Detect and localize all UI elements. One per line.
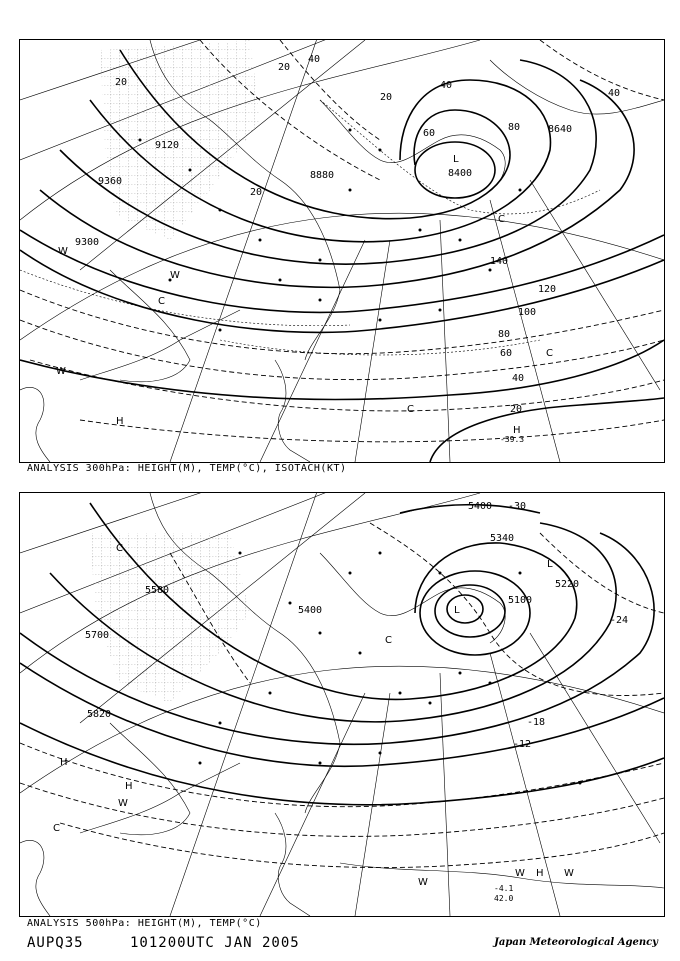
height-label: 5700: [85, 630, 110, 641]
station-value: -4.1: [494, 884, 514, 893]
low-center: L: [453, 154, 459, 165]
isotach-label: 40: [440, 80, 453, 91]
station-temperature: -39.3: [500, 435, 525, 444]
station-value: 42.0: [494, 894, 514, 903]
warm-center: W: [515, 868, 525, 879]
height-label: 5100: [508, 595, 533, 606]
isotach-label: 80: [508, 122, 521, 133]
warm-center: H: [116, 416, 124, 427]
warm-center: W: [58, 246, 68, 257]
isotach-label: 120: [538, 284, 557, 295]
valid-time: 101200UTC JAN 2005: [130, 935, 300, 951]
map-300hpa: [19, 39, 665, 463]
low-center: L: [454, 605, 460, 616]
caption-300hpa: ANALYSIS 300hPa: HEIGHT(M), TEMP(°C), ISOTACH(KT): [27, 463, 347, 474]
temperature-label: -18: [527, 717, 546, 728]
isotach-label: 20: [278, 62, 291, 73]
map-300hpa-drawing: [20, 40, 664, 462]
height-label: 5820: [87, 709, 112, 720]
high-center: H: [125, 781, 133, 792]
isotach-label: 60: [500, 348, 513, 359]
temperature-label: -30: [508, 501, 527, 512]
high-center: H: [60, 757, 68, 768]
isotach-label: 40: [512, 373, 525, 384]
high-center: H: [536, 868, 544, 879]
height-label: 9120: [155, 140, 180, 151]
cold-center: C: [498, 214, 505, 225]
low-center: L: [547, 559, 553, 570]
agency-name: Japan Meteorological Agency: [494, 937, 658, 948]
height-label: 5580: [145, 585, 170, 596]
height-label: 5340: [490, 533, 515, 544]
height-label: 8400: [448, 168, 473, 179]
caption-500hpa: ANALYSIS 500hPa: HEIGHT(M), TEMP(°C): [27, 918, 262, 929]
cold-center: C: [116, 543, 123, 554]
high-center: H: [513, 425, 521, 436]
temperature-label: -24: [610, 615, 629, 626]
height-label: 9360: [98, 176, 123, 187]
cold-center: C: [546, 348, 553, 359]
warm-center: W: [418, 877, 428, 888]
cold-hatched-area: [90, 533, 250, 703]
warm-center: W: [56, 366, 66, 377]
cold-center: C: [53, 823, 60, 834]
height-label: 5400: [468, 501, 493, 512]
height-label: 8880: [310, 170, 335, 181]
isotach-label: 20: [380, 92, 393, 103]
isotach-label: 60: [423, 128, 436, 139]
isotach-label: 20: [250, 187, 263, 198]
height-label: 9300: [75, 237, 100, 248]
cold-center: C: [158, 296, 165, 307]
warm-center: W: [564, 868, 574, 879]
height-label: 5220: [555, 579, 580, 590]
cold-center: C: [385, 635, 392, 646]
height-label: 5400: [298, 605, 323, 616]
isotach-label: 80: [498, 329, 511, 340]
height-label: 8640: [548, 124, 573, 135]
isotach-label: 140: [490, 256, 509, 267]
isotach-label: 40: [608, 88, 621, 99]
isotach-label: 40: [308, 54, 321, 65]
temperature-label: -12: [513, 739, 532, 750]
chart-id: AUPQ35: [27, 935, 84, 951]
warm-center: W: [170, 270, 180, 281]
isotach-label: 20: [115, 77, 128, 88]
warm-center: W: [118, 798, 128, 809]
map-500hpa-drawing: [20, 493, 664, 916]
map-500hpa: [19, 492, 665, 917]
isotach-label: 100: [518, 307, 537, 318]
cold-center: C: [407, 404, 414, 415]
isotach-label: 20: [510, 404, 523, 415]
